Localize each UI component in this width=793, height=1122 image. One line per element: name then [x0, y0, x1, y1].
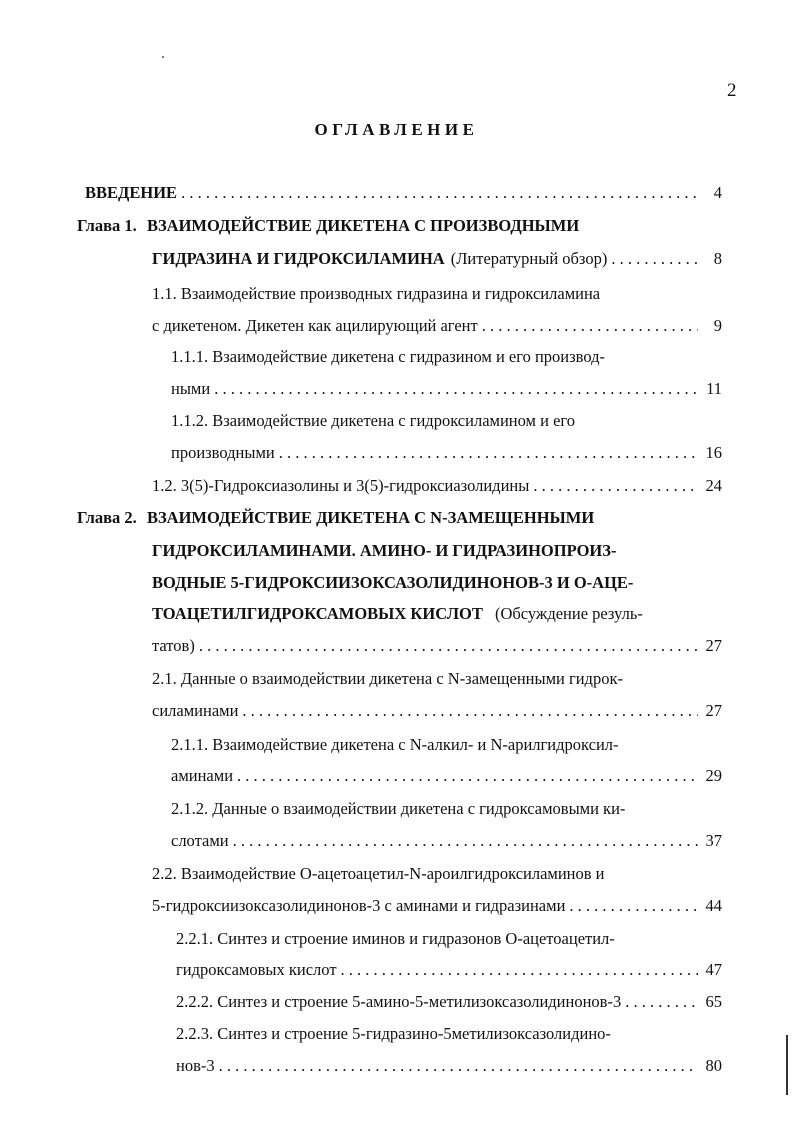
leader-dots	[195, 634, 698, 658]
toc-section-2-1-line1[interactable]: 2.1. Данные о взаимодействии дикетена с N-замещенными гидрок-	[152, 669, 623, 688]
chapter-note: (Литературный обзор)	[450, 249, 608, 268]
toc-page: 24	[705, 476, 722, 495]
page-number: 2	[727, 80, 737, 101]
toc-section-2-2-3-line1[interactable]: 2.2.3. Синтез и строение 5-гидразино-5метилизоксазолидино-	[176, 1024, 611, 1043]
toc-chapter-1-line1[interactable]	[77, 214, 579, 238]
toc-label: аминами	[171, 766, 234, 785]
toc-entry-intro[interactable]	[85, 181, 722, 205]
leader-dots	[233, 764, 698, 788]
toc-label: с дикетеном. Дикетен как ацилирующий агент	[152, 316, 478, 335]
toc-page: 80	[705, 1056, 722, 1075]
toc-page: 27	[705, 636, 722, 655]
toc-section-1-1-1-line1[interactable]: 1.1.1. Взаимодействие дикетена с гидразином и его производ-	[171, 347, 605, 366]
chapter-title-cont: ГИДРАЗИНА И ГИДРОКСИЛАМИНА	[152, 249, 445, 268]
toc-label: 1.2. 3(5)-Гидроксиазолины и 3(5)-гидроксиазолидины	[152, 476, 530, 495]
toc-section-2-1-2-line1[interactable]: 2.1.2. Данные о взаимодействии дикетена с гидроксамовыми ки-	[171, 799, 626, 818]
chapter-title: ВЗАИМОДЕЙСТВИЕ ДИКЕТЕНА С N-ЗАМЕЩЕННЫМИ	[146, 508, 595, 527]
toc-chapter-2-line3[interactable]: ВОДНЫЕ 5-ГИДРОКСИИЗОКСАЗОЛИДИНОНОВ-3 И О-АЦЕ-	[152, 573, 634, 592]
toc-label: татов)	[152, 636, 195, 655]
leader-dots	[607, 247, 698, 271]
toc-page: 16	[705, 443, 722, 462]
chapter-number: Глава 1.	[77, 216, 137, 235]
chapter-title-cont: ТОАЦЕТИЛГИДРОКСАМОВЫХ КИСЛОТ	[152, 604, 483, 623]
scan-edge-mark	[786, 1035, 788, 1095]
toc-label: силаминами	[152, 701, 239, 720]
toc-section-2-2-line1[interactable]: 2.2. Взаимодействие О-ацетоацетил-N-ароилгидроксиламинов и	[152, 864, 605, 883]
toc-label: 5-гидроксиизоксазолидинонов-3 с аминами и гидразинами	[152, 896, 566, 915]
toc-section-2-1-2-line2[interactable]	[171, 829, 722, 853]
toc-page: 27	[705, 701, 722, 720]
toc-chapter-2-line1[interactable]	[77, 506, 594, 530]
toc-section-2-2-2[interactable]	[176, 990, 722, 1014]
toc-section-1-1-line2[interactable]	[152, 314, 722, 338]
toc-page: 9	[713, 316, 722, 335]
toc-section-2-2-3-line2[interactable]	[176, 1054, 722, 1078]
toc-section-2-1-line2[interactable]	[152, 699, 722, 723]
toc-section-1-2[interactable]	[152, 474, 722, 498]
leader-dots	[337, 958, 698, 982]
leader-dots	[210, 377, 698, 401]
toc-section-1-1-2-line2[interactable]	[171, 441, 722, 465]
toc-page: 65	[705, 992, 722, 1011]
toc-page: 37	[705, 831, 722, 850]
toc-page: 11	[706, 379, 722, 398]
toc-chapter-1-line2[interactable]	[152, 247, 722, 271]
toc-section-1-1-1-line2[interactable]	[171, 377, 722, 401]
page-title: ОГЛАВЛЕНИЕ	[314, 120, 479, 139]
toc-page: 8	[713, 249, 722, 268]
toc-label: нов-3	[176, 1056, 215, 1075]
toc-label: слотами	[171, 831, 229, 850]
toc-chapter-2-line4[interactable]	[152, 602, 643, 626]
toc-label: 2.2.2. Синтез и строение 5-амино-5-метилизоксазолидинонов-3	[176, 992, 622, 1011]
toc-section-2-2-1-line2[interactable]	[176, 958, 722, 982]
leader-dots	[215, 1054, 698, 1078]
leader-dots	[478, 314, 698, 338]
toc-section-2-1-1-line2[interactable]	[171, 764, 722, 788]
leader-dots	[621, 990, 698, 1014]
leader-dots	[565, 894, 698, 918]
toc-chapter-2-line5[interactable]	[152, 634, 722, 658]
leader-dots	[229, 829, 698, 853]
toc-section-2-2-1-line1[interactable]: 2.2.1. Синтез и строение иминов и гидразонов О-ацетоацетил-	[176, 929, 615, 948]
toc-chapter-2-line2[interactable]: ГИДРОКСИЛАМИНАМИ. АМИНО- И ГИДРАЗИНОПРОИЗ-	[152, 541, 617, 560]
chapter-number: Глава 2.	[77, 508, 137, 527]
scan-speck	[162, 56, 164, 58]
leader-dots	[275, 441, 698, 465]
toc-section-2-1-1-line1[interactable]: 2.1.1. Взаимодействие дикетена с N-алкил- и N-арилгидроксил-	[171, 735, 619, 754]
toc-section-1-1-2-line1[interactable]: 1.1.2. Взаимодействие дикетена с гидроксиламином и его	[171, 411, 576, 430]
toc-label: производными	[171, 443, 275, 462]
chapter-title: ВЗАИМОДЕЙСТВИЕ ДИКЕТЕНА С ПРОИЗВОДНЫМИ	[146, 216, 580, 235]
chapter-note: (Обсуждение резуль-	[494, 604, 643, 623]
toc-page: 44	[705, 896, 722, 915]
leader-dots	[238, 699, 698, 723]
toc-label: ВВЕДЕНИЕ	[85, 183, 178, 202]
toc-label: гидроксамовых кислот	[176, 960, 337, 979]
toc-page: 29	[705, 766, 722, 785]
toc-section-1-1-line1[interactable]: 1.1. Взаимодействие производных гидразина и гидроксиламина	[152, 284, 601, 303]
leader-dots	[177, 181, 698, 205]
toc-section-2-2-line2[interactable]	[152, 894, 722, 918]
toc-page: 47	[705, 960, 722, 979]
leader-dots	[529, 474, 698, 498]
toc-page: 4	[713, 183, 722, 202]
toc-label: ными	[171, 379, 211, 398]
